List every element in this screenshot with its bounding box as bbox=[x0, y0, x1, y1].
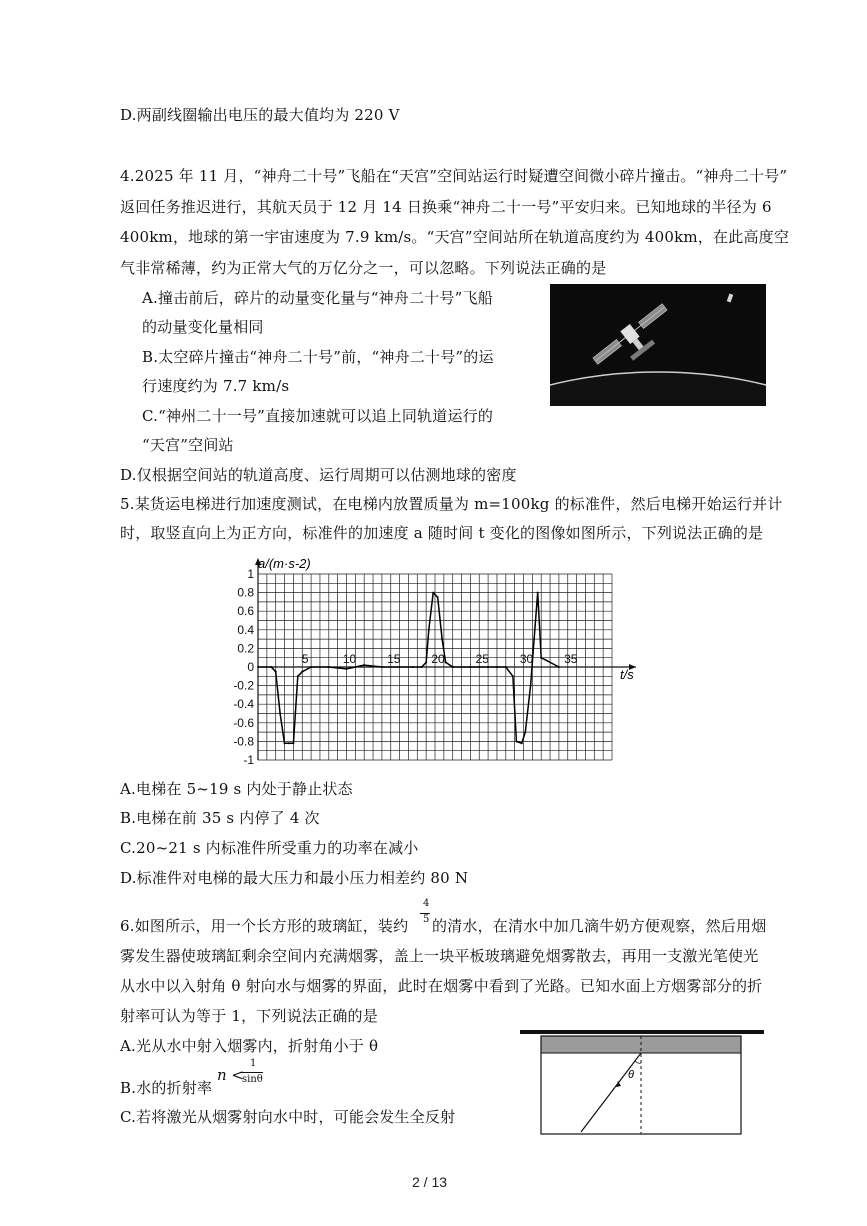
q5-option-c: C.20~21 s 内标准件所受重力的功率在减小 bbox=[120, 839, 419, 857]
x-tick-label: 25 bbox=[475, 652, 489, 666]
data-point bbox=[301, 671, 303, 673]
data-point bbox=[279, 713, 281, 715]
x-tick-label: 5 bbox=[301, 652, 309, 666]
tank-diagram bbox=[518, 1026, 766, 1138]
q5-option-d: D.标准件对电梯的最大压力和最小压力相差约 80 N bbox=[120, 869, 469, 887]
q5-option-a: A.电梯在 5~19 s 内处于静止状态 bbox=[120, 780, 353, 798]
data-point bbox=[521, 742, 523, 744]
x-tick-label: 30 bbox=[519, 652, 534, 666]
q6-stem-line-3: 从水中以入射角 θ 射向水与烟雾的界面，此时在烟雾中看到了光路。已知水面上方烟雾部分的折 bbox=[120, 977, 763, 995]
laser-ray bbox=[581, 1053, 641, 1132]
data-point bbox=[515, 740, 517, 742]
glass-cover-plate bbox=[520, 1030, 764, 1034]
data-point bbox=[310, 666, 312, 668]
angle-arc bbox=[635, 1061, 641, 1063]
q4-option-d: D.仅根据空间站的轨道高度、运行周期可以估测地球的密度 bbox=[120, 466, 517, 484]
q5-stem-line-2: 时，取竖直向上为正方向，标准件的加速度 a 随时间 t 变化的图像如图所示，下列说法正确的是 bbox=[120, 524, 764, 542]
data-point bbox=[512, 675, 514, 677]
data-point bbox=[524, 731, 526, 733]
q4-option-b-line-1: B.太空碎片撞击“神舟二十号”前，“神舟二十号”的运 bbox=[142, 348, 494, 366]
data-point bbox=[452, 666, 454, 668]
q4-option-c-line-2: “天宫”空间站 bbox=[142, 436, 234, 454]
q4-stem-line-3: 400km，地球的第一宇宙速度为 7.9 km/s。“天宫”空间站所在轨道高度约为 400km，在此高度空 bbox=[120, 228, 790, 246]
space-station-photo bbox=[550, 284, 766, 406]
q6-option-b-fraction-bar bbox=[241, 1072, 263, 1073]
x-axis-label: t/s bbox=[620, 667, 634, 682]
y-tick-label: 0 bbox=[247, 660, 254, 674]
data-point bbox=[399, 666, 401, 668]
q6-option-b-prefix: B.水的折射率 bbox=[120, 1079, 213, 1097]
data-point bbox=[445, 661, 447, 663]
data-point bbox=[270, 666, 272, 668]
data-point bbox=[558, 666, 560, 668]
q4-option-a-line-1: A.撞击前后，碎片的动量变化量与“神舟二十号”飞船 bbox=[142, 289, 493, 307]
y-tick-label: 0.2 bbox=[237, 641, 254, 656]
y-tick-label: 0.8 bbox=[237, 585, 254, 600]
y-tick-label: 0.6 bbox=[237, 604, 254, 619]
q4-stem-line-2: 返回任务推迟进行，其航天员于 12 月 14 日换乘“神舟二十一号”平安归来。已知地球的半径为 6 bbox=[120, 198, 772, 216]
data-point bbox=[297, 675, 299, 677]
y-tick-label: -0.2 bbox=[233, 678, 254, 693]
q6-stem-suffix: 的清水，在清水中加几滴牛奶方便观察，然后用烟 bbox=[432, 917, 767, 935]
y-tick-label: -1 bbox=[243, 753, 254, 767]
data-point bbox=[478, 666, 480, 668]
data-point bbox=[496, 666, 498, 668]
data-point bbox=[425, 661, 427, 663]
y-tick-label: 1 bbox=[247, 567, 254, 581]
data-point bbox=[288, 742, 290, 744]
data-point bbox=[505, 666, 507, 668]
data-point bbox=[530, 685, 532, 687]
data-point bbox=[292, 742, 294, 744]
data-point bbox=[537, 592, 539, 594]
data-point bbox=[257, 666, 259, 668]
data-point bbox=[275, 671, 277, 673]
y-tick-label: -0.8 bbox=[233, 734, 254, 749]
q6-option-b-numerator: 1 bbox=[250, 1058, 257, 1069]
x-tick-label: 10 bbox=[342, 652, 357, 666]
data-point bbox=[441, 638, 443, 640]
data-point bbox=[487, 666, 489, 668]
data-point bbox=[328, 666, 330, 668]
theta-label: θ bbox=[628, 1069, 634, 1081]
page-number: 2 / 13 bbox=[412, 1174, 448, 1190]
q6-option-a: A.光从水中射入烟雾内，折射角小于 θ bbox=[120, 1037, 379, 1055]
data-point bbox=[381, 666, 383, 668]
data-point bbox=[346, 668, 348, 670]
q4-option-c-line-1: C.“神州二十一号”直接加速就可以追上同轨道运行的 bbox=[142, 407, 494, 425]
q5-stem-line-1: 5.某货运电梯进行加速度测试，在电梯内放置质量为 m=100kg 的标准件，然后电梯开始运行并计 bbox=[120, 495, 783, 513]
q6-option-b-denominator: sinθ bbox=[242, 1074, 263, 1085]
y-axis-label: a/(m·s-2) bbox=[258, 556, 311, 571]
data-point bbox=[284, 742, 286, 744]
data-point bbox=[363, 664, 365, 666]
q6-stem-prefix: 6.如图所示，用一个长方形的玻璃缸，装约 bbox=[120, 917, 409, 935]
data-point bbox=[432, 592, 434, 594]
q6-option-b-formula: n < bbox=[217, 1066, 244, 1084]
y-tick-label: -0.4 bbox=[233, 697, 254, 712]
y-tick-label: 0.4 bbox=[237, 622, 254, 637]
data-point bbox=[533, 638, 535, 640]
q6-fraction-denominator: 5 bbox=[423, 914, 430, 925]
data-point bbox=[469, 666, 471, 668]
data-point bbox=[437, 596, 439, 598]
q3-option-d: D.两副线圈输出电压的最大值均为 220 V bbox=[120, 106, 400, 124]
data-point bbox=[540, 657, 542, 659]
q4-stem-line-1: 4.2025 年 11 月，“神舟二十号”飞船在“天宫”空间站运行时疑遭空间微小碎片撞击。“神舟二十号” bbox=[120, 167, 788, 185]
q6-stem-line-4: 射率可认为等于 1，下列说法正确的是 bbox=[120, 1007, 378, 1025]
q4-option-a-line-2: 的动量变化量相同 bbox=[142, 318, 264, 336]
q6-stem-line-2: 雾发生器使玻璃缸剩余空间内充满烟雾，盖上一块平板玻璃避免烟雾散去，再用一支激光笔使光 bbox=[120, 947, 759, 965]
q6-fraction-numerator: 4 bbox=[423, 898, 430, 909]
q4-stem-line-4: 气非常稀薄，约为正常大气的万亿分之一，可以忽略。下列说法正确的是 bbox=[120, 259, 607, 277]
q5-option-b: B.电梯在前 35 s 内停了 4 次 bbox=[120, 809, 320, 827]
q4-option-b-line-2: 行速度约为 7.7 km/s bbox=[142, 377, 290, 395]
data-point bbox=[421, 666, 423, 668]
x-tick-label: 20 bbox=[431, 652, 445, 666]
acceleration-time-chart bbox=[220, 552, 650, 770]
data-point bbox=[412, 666, 414, 668]
data-point bbox=[428, 629, 430, 631]
x-tick-label: 15 bbox=[387, 652, 401, 666]
y-tick-label: -0.6 bbox=[233, 715, 254, 730]
x-tick-label: 35 bbox=[564, 652, 578, 666]
q6-option-c: C.若将激光从烟雾射向水中时，可能会发生全反射 bbox=[120, 1108, 456, 1126]
